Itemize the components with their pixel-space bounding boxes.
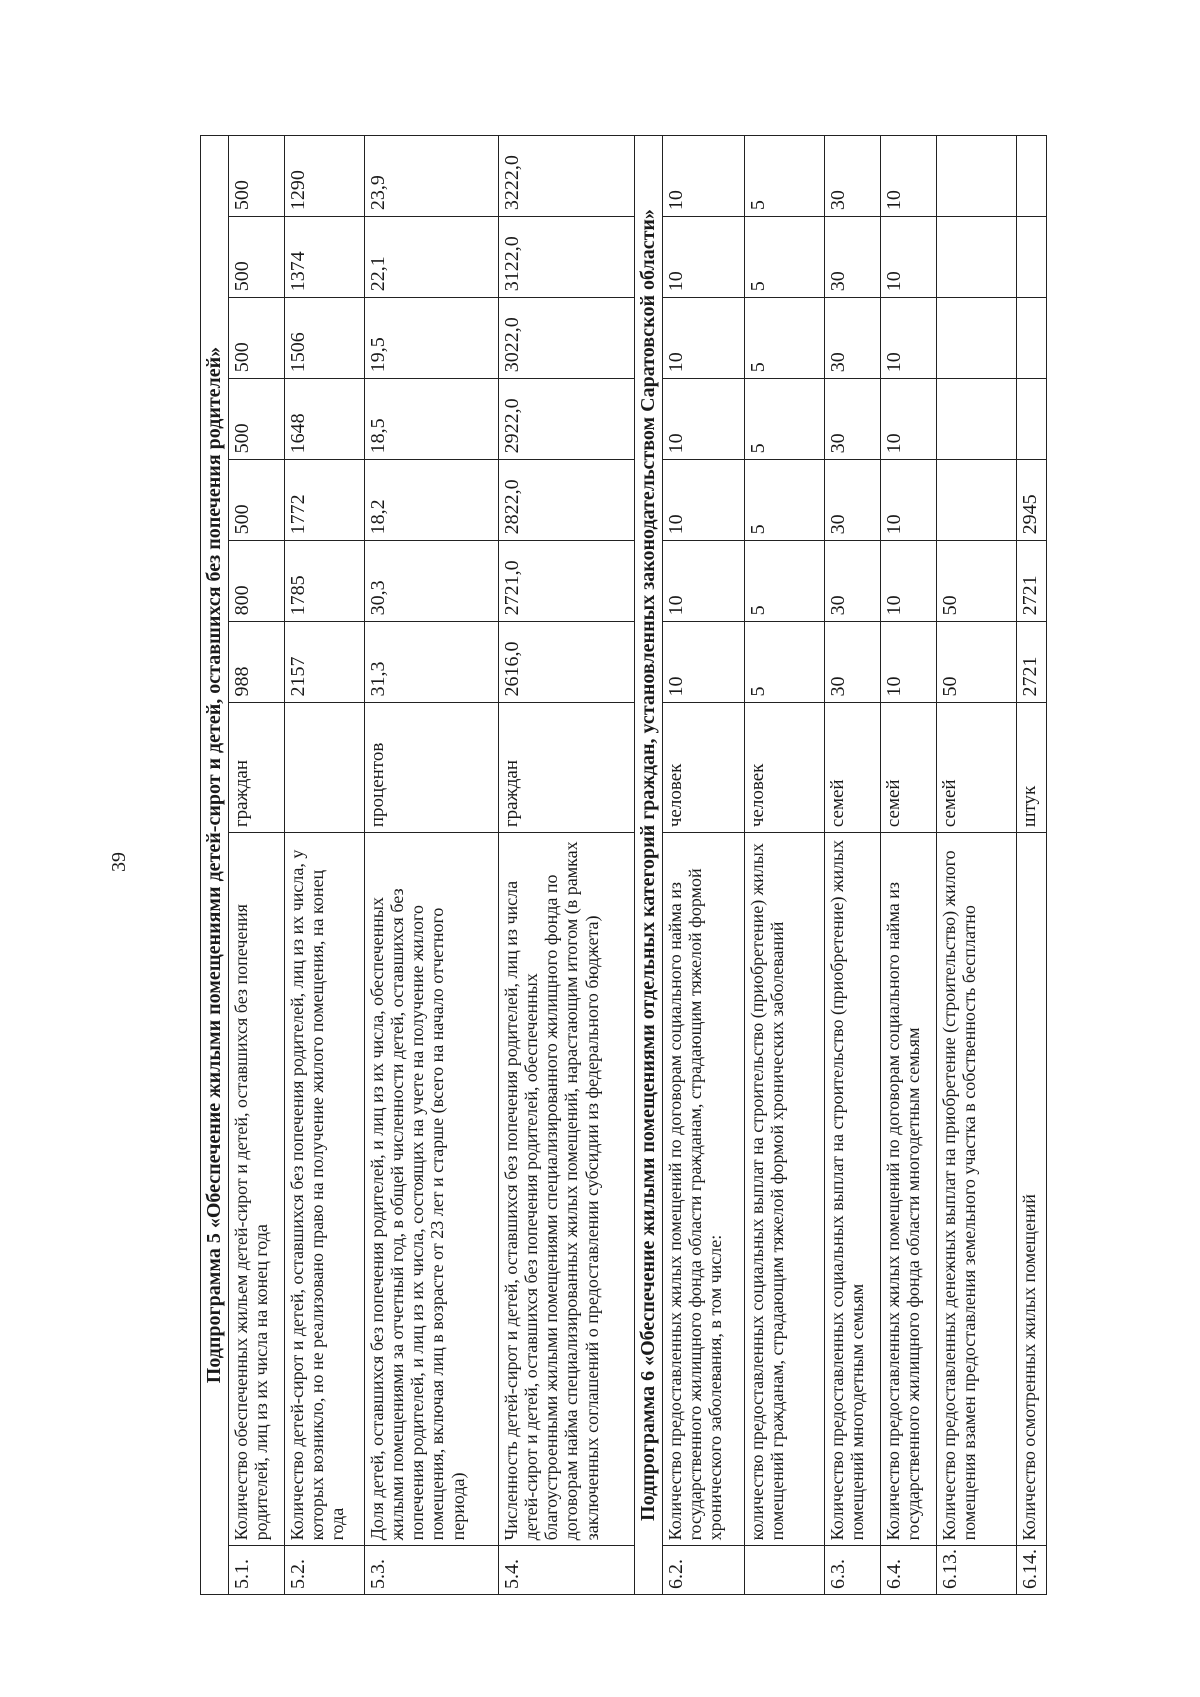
section-header-row	[201, 136, 229, 1595]
indicator-name: Количество детей-сирот и детей, оставшихся без попечения родителей, лиц из их числа, у которых возникло, но не реализовано право на получение жилого помещения, на конец года	[285, 833, 365, 1546]
indicator-value: 2822,0	[499, 460, 635, 541]
indicator-value: 19,5	[365, 298, 499, 379]
table-row	[745, 136, 825, 1595]
indicator-value: 30	[825, 622, 881, 703]
row-number: 5.3.	[365, 1546, 499, 1595]
indicator-name: Количество обеспеченных жильем детей-сирот и детей, оставшихся без попечения родителей, лиц из их числа на конец года	[229, 833, 285, 1546]
indicator-value: 500	[229, 460, 285, 541]
indicator-value: 2721,0	[499, 541, 635, 622]
unit-of-measure: процентов	[365, 703, 499, 833]
indicator-value	[937, 298, 1017, 379]
section-title: Подпрограмма 6 «Обеспечение жилыми помещениями отдельных категорий граждан, установленных законодательством Саратовской области»	[635, 136, 663, 1595]
indicator-value: 10	[663, 460, 745, 541]
row-number: 6.13.	[937, 1546, 1017, 1595]
indicator-value: 23,9	[365, 136, 499, 217]
indicator-value: 10	[881, 217, 937, 298]
indicator-value: 5	[745, 217, 825, 298]
section-title: Подпрограмма 5 «Обеспечение жилыми помещениями детей-сирот и детей, оставшихся без попечения родителей»	[201, 136, 229, 1595]
indicators-table	[200, 135, 1047, 1595]
indicator-value: 10	[881, 541, 937, 622]
indicator-value: 30	[825, 136, 881, 217]
row-number: 5.1.	[229, 1546, 285, 1595]
unit-of-measure: семей	[825, 703, 881, 833]
indicator-value: 30,3	[365, 541, 499, 622]
indicator-value: 2157	[285, 622, 365, 703]
indicator-value: 18,2	[365, 460, 499, 541]
indicator-value: 50	[937, 622, 1017, 703]
indicator-value: 10	[881, 622, 937, 703]
row-number: 6.14.	[1017, 1546, 1047, 1595]
indicator-name: Численность детей-сирот и детей, оставшихся без попечения родителей, лиц из числа детей-сирот и детей, оставшихся без попечения родителей, обеспеченных благоустроенными жилыми помещениями специализированного жилищного фонда по договорам найма специализированных жилых помещений, нарастающим итогом (в рамках заключенных соглашений о предоставлении субсидии из федерального бюджета)	[499, 833, 635, 1546]
indicator-value: 50	[937, 541, 1017, 622]
unit-of-measure: семей	[881, 703, 937, 833]
page-number: 39	[108, 852, 130, 872]
indicator-value: 5	[745, 136, 825, 217]
indicator-value: 500	[229, 136, 285, 217]
indicator-name: Доля детей, оставшихся без попечения родителей, и лиц из их числа, обеспеченных жилыми помещениями за отчетный год, в общей численности детей, оставшихся без попечения родителей, и лиц из их числа, состоящих на учете на получение жилого помещения, включая лиц в возрасте от 23 лет и старше (всего на начало отчетного периода)	[365, 833, 499, 1546]
indicator-value: 5	[745, 460, 825, 541]
indicator-name: Количество осмотренных жилых помещений	[1017, 833, 1047, 1546]
indicator-value: 30	[825, 379, 881, 460]
indicator-value: 10	[663, 541, 745, 622]
indicator-value	[937, 460, 1017, 541]
indicator-value: 1648	[285, 379, 365, 460]
unit-of-measure: семей	[937, 703, 1017, 833]
indicator-value: 10	[881, 460, 937, 541]
indicator-value: 3222,0	[499, 136, 635, 217]
unit-of-measure: человек	[745, 703, 825, 833]
indicator-value: 3122,0	[499, 217, 635, 298]
indicator-name: Количество предоставленных денежных выплат на приобретение (строительство) жилого помещения взамен предоставления земельного участка в собственность бесплатно	[937, 833, 1017, 1546]
indicator-name: Количество предоставленных жилых помещений по договорам социального найма из государственного жилищного фонда области многодетным семьям	[881, 833, 937, 1546]
row-number: 6.3.	[825, 1546, 881, 1595]
indicator-value: 1374	[285, 217, 365, 298]
indicator-value: 18,5	[365, 379, 499, 460]
indicator-value: 10	[881, 379, 937, 460]
indicator-value: 5	[745, 298, 825, 379]
unit-of-measure: граждан	[229, 703, 285, 833]
unit-of-measure: граждан	[499, 703, 635, 833]
row-number: 6.4.	[881, 1546, 937, 1595]
row-number: 5.4.	[499, 1546, 635, 1595]
indicator-value: 2922,0	[499, 379, 635, 460]
indicator-value	[1017, 298, 1047, 379]
indicator-name: Количество предоставленных социальных выплат на строительство (приобретение) жилых помещений многодетным семьям	[825, 833, 881, 1546]
indicator-value: 3022,0	[499, 298, 635, 379]
indicator-value: 30	[825, 541, 881, 622]
indicator-value	[937, 136, 1017, 217]
indicator-value: 10	[881, 298, 937, 379]
indicator-value: 10	[663, 217, 745, 298]
indicator-value: 2721	[1017, 541, 1047, 622]
indicator-value: 1290	[285, 136, 365, 217]
indicator-value	[937, 379, 1017, 460]
indicator-value: 500	[229, 298, 285, 379]
indicator-value: 10	[663, 136, 745, 217]
table-row	[499, 136, 635, 1595]
table-row	[825, 136, 881, 1595]
table-row	[365, 136, 499, 1595]
unit-of-measure: штук	[1017, 703, 1047, 833]
section-header-row	[635, 136, 663, 1595]
table-row	[285, 136, 365, 1595]
indicator-value: 31,3	[365, 622, 499, 703]
row-number: 6.2.	[663, 1546, 745, 1595]
indicator-value: 800	[229, 541, 285, 622]
row-number	[745, 1546, 825, 1595]
indicator-value: 1785	[285, 541, 365, 622]
unit-of-measure: человек	[663, 703, 745, 833]
indicator-value: 30	[825, 298, 881, 379]
indicator-value: 500	[229, 217, 285, 298]
row-number: 5.2.	[285, 1546, 365, 1595]
indicator-value: 2721	[1017, 622, 1047, 703]
indicator-value: 988	[229, 622, 285, 703]
indicator-value	[1017, 136, 1047, 217]
indicator-value	[937, 217, 1017, 298]
indicator-value	[1017, 217, 1047, 298]
indicator-value: 2945	[1017, 460, 1047, 541]
indicator-name: Количество предоставленных жилых помещений по договорам социального найма из государственного жилищного фонда области гражданам, страдающим тяжелой формой хронического заболевания, в том числе:	[663, 833, 745, 1546]
indicator-value: 10	[881, 136, 937, 217]
indicator-value: 5	[745, 541, 825, 622]
table-row	[1017, 136, 1047, 1595]
indicators-table-container	[200, 135, 1130, 1595]
table-row	[229, 136, 285, 1595]
indicator-value: 10	[663, 379, 745, 460]
indicator-value: 30	[825, 460, 881, 541]
table-row	[881, 136, 937, 1595]
indicator-value: 5	[745, 379, 825, 460]
table-row	[937, 136, 1017, 1595]
indicator-value: 2616,0	[499, 622, 635, 703]
indicator-value: 10	[663, 622, 745, 703]
indicator-value: 500	[229, 379, 285, 460]
unit-of-measure	[285, 703, 365, 833]
indicator-value: 1506	[285, 298, 365, 379]
indicator-value	[1017, 379, 1047, 460]
indicator-value: 1772	[285, 460, 365, 541]
indicator-value: 5	[745, 622, 825, 703]
indicator-name: количество предоставленных социальных выплат на строительство (приобретение) жилых помещений гражданам, страдающим тяжелой формой хронических заболеваний	[745, 833, 825, 1546]
indicator-value: 22,1	[365, 217, 499, 298]
indicator-value: 10	[663, 298, 745, 379]
table-row	[663, 136, 745, 1595]
indicator-value: 30	[825, 217, 881, 298]
